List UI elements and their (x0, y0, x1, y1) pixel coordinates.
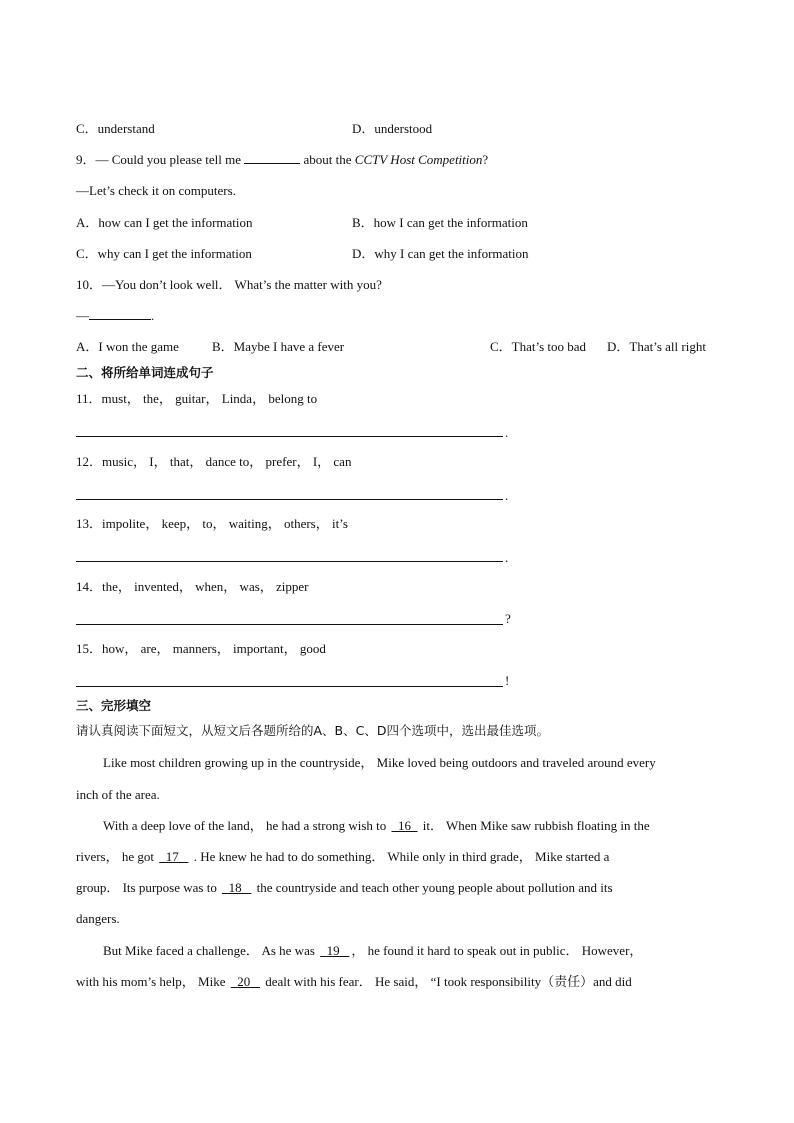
passage-p1-line1: Like most children growing up in the countryside， Mike loved being outdoors and traveled around every (103, 755, 656, 770)
blank-19-number: 19 (326, 943, 340, 958)
passage-p3-line1 (103, 942, 718, 960)
q12-answer-line[interactable] (76, 499, 503, 500)
q9-reply: —Let’s check it on computers. (76, 183, 236, 198)
q13-end-punct: . (505, 550, 509, 565)
q10-option-a: A．I won the game (76, 339, 179, 354)
passage-text: But Mike faced a challenge． As he was (103, 943, 315, 958)
passage-text: group． Its purpose was to (76, 880, 217, 895)
q9-option-d: D．why I can get the information (352, 246, 529, 261)
q14-words: 14．the， invented， when， was， zipper (76, 579, 309, 594)
q10-stem: 10．—You don’t look well． What’s the matter with you? (76, 277, 382, 292)
blank-17-number: 17 (165, 849, 179, 864)
passage-text: the countryside and teach other young people about pollution and its (256, 880, 613, 895)
q9-stem (76, 151, 488, 169)
passage-text: With a deep love of the land， he had a strong wish to (103, 818, 387, 833)
q13-answer-line[interactable] (76, 561, 503, 562)
section3-instruction: 请认真阅读下面短文，从短文后各题所给的A、B、C、D四个选项中，选出最佳选项。 (76, 723, 549, 738)
q12-end-punct: . (505, 488, 509, 503)
blank-17[interactable] (157, 849, 190, 864)
blank-18[interactable] (220, 880, 253, 895)
passage-text: it． When Mike saw rubbish floating in the (422, 818, 650, 833)
q10-reply (76, 307, 154, 325)
blank-18-number: 18 (228, 880, 242, 895)
blank-20-number: 20 (237, 974, 251, 989)
q10-option-c: C．That’s too bad (490, 339, 587, 354)
q15-words: 15．how， are， manners， important， good (76, 641, 326, 656)
q9-option-b: B．how I can get the information (352, 215, 528, 230)
blank-19[interactable] (318, 943, 351, 958)
q10-reply-end: . (151, 308, 155, 323)
q8-option-d: D．understood (352, 121, 433, 136)
passage-p3-line2 (76, 973, 718, 991)
q9-stem-post: ? (482, 152, 489, 167)
q10-option-d: D．That’s all right (607, 339, 706, 354)
q15-answer-line[interactable] (76, 686, 503, 687)
q9-option-c: C．why can I get the information (76, 246, 252, 261)
section2-heading: 二、将所给单词连成句子 (76, 365, 214, 380)
q12-words: 12．music， I， that， dance to， prefer， I， can (76, 454, 352, 469)
passage-text: ， he found it hard to speak out in public． However， (351, 943, 643, 958)
q10-option-b: B．Maybe I have a fever (212, 339, 345, 354)
passage-p2-line1 (103, 817, 718, 835)
passage-p2-line4: dangers. (76, 911, 120, 926)
blank-20[interactable] (229, 974, 262, 989)
q8-option-c: C．understand (76, 121, 155, 136)
q9-stem-mid: about the (303, 152, 352, 167)
section3-heading: 三、完形填空 (76, 698, 152, 713)
passage-text: . He knew he had to do something． While only in third grade， Mike started a (193, 849, 610, 864)
passage-text: rivers， he got (76, 849, 154, 864)
q13-words: 13．impolite， keep， to， waiting， others， it’s (76, 516, 348, 531)
passage-p1-line2: inch of the area. (76, 787, 160, 802)
q14-answer-line[interactable] (76, 624, 503, 625)
blank-16[interactable] (390, 818, 420, 833)
q10-reply-dash: — (76, 308, 89, 323)
q11-answer-line[interactable] (76, 436, 503, 437)
passage-p2-line2 (76, 848, 718, 866)
q11-words: 11．must， the， guitar， Linda， belong to (76, 391, 318, 406)
passage-p2-line3 (76, 879, 718, 897)
q11-end-punct: . (505, 425, 509, 440)
passage-text: dealt with his fear． He said， “I took responsibility（责任）and did (265, 974, 632, 989)
q14-end-punct: ? (505, 611, 511, 626)
q9-stem-italic: CCTV Host Competition (354, 152, 483, 167)
q9-blank (244, 151, 300, 164)
q9-stem-pre: 9．— Could you please tell me (76, 152, 242, 167)
q15-end-punct: ! (505, 673, 510, 688)
passage-text: with his mom’s help， Mike (76, 974, 226, 989)
blank-16-number: 16 (398, 818, 411, 833)
q10-blank (89, 307, 151, 320)
q9-option-a: A．how can I get the information (76, 215, 253, 230)
